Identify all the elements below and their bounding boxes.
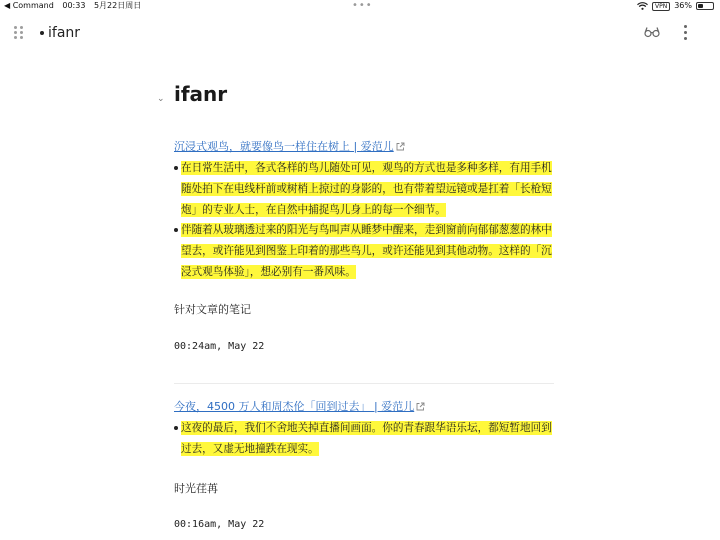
status-left — [4, 0, 147, 12]
drag-handle-icon[interactable] — [14, 26, 24, 40]
highlight-text: 伴随着从玻璃透过来的阳光与鸟叫声从睡梦中醒来，走到窗前向郁郁葱葱的林中望去，或许能见到图鉴上印着的那些鸟儿，或许还能见到其他动物。这样的「沉浸式观鸟体验」，想必别有一番风味。 — [181, 224, 552, 278]
breadcrumb[interactable]: ifanr — [48, 25, 81, 41]
article-link-text[interactable]: 今夜，4500 万人和周杰伦「回到过去」 | 爱范儿 — [174, 400, 415, 413]
breadcrumb-bullet-icon — [40, 31, 44, 35]
more-options-icon[interactable] — [680, 24, 692, 42]
article-link[interactable] — [174, 398, 425, 414]
highlight-text: 在日常生活中，各式各样的鸟儿随处可见，观鸟的方式也是多种多样，有用手机随处拍下在电线杆前或树梢上掠过的身影的，也有带着望远镜或是扛着「长枪短炮」的专业人士，在自然中捕捉鸟儿身上的每一个细节。 — [181, 162, 552, 216]
status-date: 5月22日周日 — [93, 1, 142, 10]
note-timestamp: 00:16am, May 22 — [174, 519, 265, 530]
vpn-badge: VPN — [652, 2, 670, 11]
status-time: 00:33 — [62, 1, 86, 10]
back-to-app-link[interactable]: ◀ Command — [4, 1, 54, 10]
highlight-item[interactable] — [174, 158, 560, 222]
top-toolbar — [0, 14, 720, 52]
highlight-item[interactable] — [174, 418, 560, 460]
external-link-icon — [396, 142, 405, 151]
wifi-icon — [637, 2, 648, 10]
highlight-text: 这夜的最后，我们不舍地关掉直播间画面。你的青春跟华语乐坛，都短暂地回到过去，又虚无地撞跌在现实。 — [181, 422, 552, 455]
bullet-dot-icon — [174, 426, 178, 430]
article-link[interactable] — [174, 138, 405, 154]
note-heading: 针对文章的笔记 — [174, 303, 251, 316]
battery-percent: 36% — [674, 1, 692, 10]
note-heading: 时光荏苒 — [174, 482, 218, 495]
battery-fill — [698, 4, 703, 8]
page-title: ifanr — [174, 82, 228, 106]
highlight-item[interactable] — [174, 220, 560, 284]
collapse-chevron-icon[interactable]: ⌄ — [157, 94, 165, 104]
multitasking-dots-icon[interactable]: ••• — [352, 0, 373, 11]
page-header — [157, 80, 560, 112]
bullet-dot-icon — [174, 166, 178, 170]
article-link-text[interactable]: 沉浸式观鸟，就要像鸟一样住在树上 | 爱范儿 — [174, 140, 394, 153]
status-right — [637, 0, 714, 12]
battery-icon — [696, 2, 714, 10]
external-link-icon — [416, 402, 425, 411]
section-divider — [174, 383, 554, 384]
document-content — [157, 80, 560, 530]
status-bar — [0, 0, 720, 12]
note-timestamp: 00:24am, May 22 — [174, 341, 265, 352]
glasses-icon[interactable] — [644, 26, 660, 38]
bullet-dot-icon — [174, 228, 178, 232]
